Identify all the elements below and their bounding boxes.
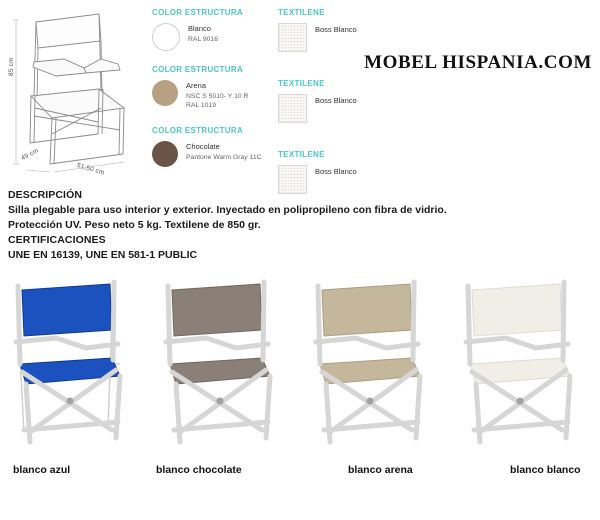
certifications-heading: CERTIFICACIONES <box>8 233 106 246</box>
textile-swatch-1 <box>278 23 307 52</box>
dimension-height-label: 85 cm <box>8 57 15 76</box>
product-variant-blanco-blanco[interactable] <box>450 272 600 502</box>
color-name-chocolate: Chocolate <box>186 141 220 151</box>
variant-caption-1: blanco azul <box>13 464 71 476</box>
spec-top-section <box>0 0 600 190</box>
textile-name-2: Boss Blanco <box>315 96 357 105</box>
description-heading: DESCRIPCIÓN <box>8 189 83 201</box>
color-code-chocolate-0: Pantone Warm Gray 11C <box>186 153 262 161</box>
product-variant-blanco-azul[interactable] <box>0 272 150 502</box>
chair-image-blanco-chocolate <box>150 272 300 462</box>
textile-item-1 <box>278 8 388 52</box>
color-name-blanco: Blanco <box>188 24 211 33</box>
certifications-line: UNE EN 16139, UNE EN 581-1 PUBLIC <box>8 248 198 261</box>
chair-image-blanco-azul <box>0 272 150 462</box>
chair-image-blanco-blanco <box>450 272 600 462</box>
variant-caption-4: blanco blanco <box>510 464 581 476</box>
variant-caption-2: blanco chocolate <box>156 464 242 476</box>
structure-color-column <box>152 8 270 181</box>
product-variant-blanco-arena[interactable] <box>300 272 450 502</box>
variant-caption-3: blanco arena <box>348 464 413 476</box>
color-code-blanco-0: RAL 9016 <box>188 35 218 43</box>
textile-item-2 <box>278 79 388 123</box>
description-line-1: Silla plegable para uso interior y exterior. Inyectado en polipropileno con fibra de vidrio. <box>8 203 447 216</box>
textile-title-1: TEXTILENE <box>278 8 325 17</box>
chair-image-blanco-arena <box>300 272 450 462</box>
structure-color-title: COLOR ESTRUCTURA <box>152 8 244 17</box>
color-swatch-arena <box>152 80 178 106</box>
technical-drawing <box>6 4 146 179</box>
description-line-2: Protección UV. Peso neto 5 kg. Textilene de 850 gr. <box>8 218 261 231</box>
textile-title-3: TEXTILENE <box>278 150 325 159</box>
brand-watermark: MOBEL HISPANIA.COM <box>364 52 592 73</box>
textile-name-3: Boss Blanco <box>315 167 357 176</box>
structure-color-blanco <box>152 8 270 51</box>
dimension-depth-label: 49 cm <box>20 147 40 163</box>
color-name-arena: Arena <box>186 81 207 90</box>
product-variant-grid <box>0 272 600 502</box>
dimension-width-label: 51,50 cm <box>76 162 106 177</box>
color-code-arena-1: RAL 1019 <box>186 102 216 110</box>
textile-name-1: Boss Blanco <box>315 25 357 34</box>
textile-swatch-2 <box>278 94 307 123</box>
structure-color-arena <box>152 65 270 111</box>
color-swatch-blanco <box>152 23 180 51</box>
color-swatch-chocolate <box>152 141 178 167</box>
product-variant-blanco-chocolate[interactable] <box>150 272 300 502</box>
description-block <box>8 188 588 263</box>
structure-color-title-2: COLOR ESTRUCTURA <box>152 65 244 74</box>
structure-color-title-3: COLOR ESTRUCTURA <box>152 125 244 135</box>
color-code-arena-0: NSC S 5010- Y 10 R <box>186 92 249 100</box>
textile-title-2: TEXTILENE <box>278 79 325 88</box>
structure-color-chocolate <box>152 126 270 167</box>
